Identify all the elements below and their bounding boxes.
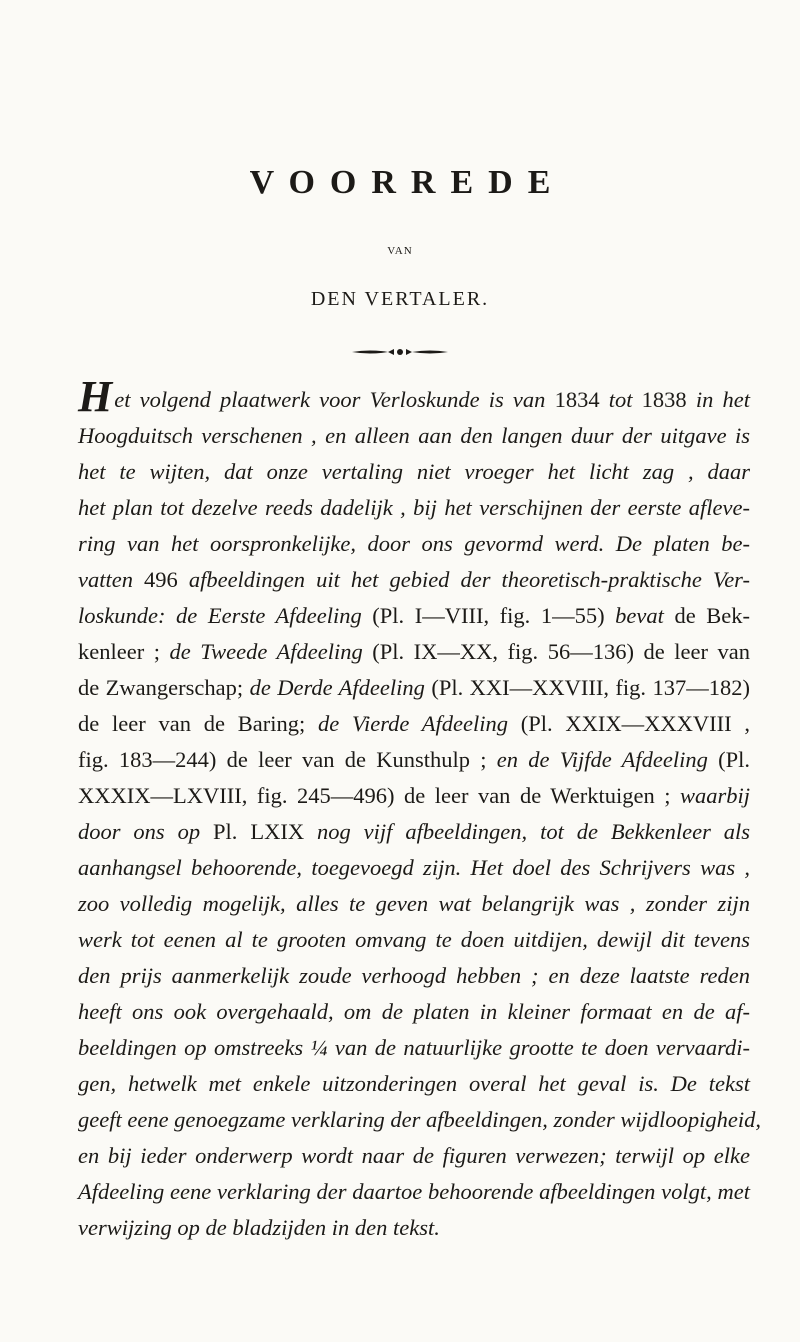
text-line xyxy=(78,778,750,814)
subtitle-vertaler: DEN VERTALER. xyxy=(310,288,490,310)
text-segment: XXXIX—LXVIII, fig. 245—496) de leer van de Werktuigen ; xyxy=(78,783,680,808)
text-line xyxy=(78,886,750,922)
text-segment: aanhangsel behoorende, toegevoegd zijn. Het doel des Schrijvers was , xyxy=(78,855,750,880)
text-line xyxy=(78,454,750,490)
text-segment: de Derde Afdeeling xyxy=(249,675,432,700)
text-line xyxy=(78,1030,750,1066)
text-line xyxy=(78,372,750,421)
text-segment: de Vierde Afdeeling xyxy=(317,711,521,736)
text-segment: door ons op xyxy=(78,819,214,844)
text-line xyxy=(78,814,750,850)
text-segment: tot xyxy=(599,387,642,412)
text-line xyxy=(78,670,750,706)
text-segment: 1834 xyxy=(554,387,600,412)
text-segment: de leer van de Baring; xyxy=(78,711,318,736)
text-line xyxy=(78,958,750,994)
text-segment: 496 xyxy=(144,567,178,592)
divider-ornament-icon xyxy=(350,346,450,358)
text-segment: 1838 xyxy=(641,387,687,412)
text-segment: zoo volledig mogelijk, alles te geven wat belangrijk was , zonder zijn xyxy=(78,891,750,916)
text-segment: verwijzing op de bladzijden in den tekst. xyxy=(78,1215,440,1240)
text-segment: ring van het oorspronkelijke, door ons gevormd werd. De platen be- xyxy=(78,531,750,556)
text-line xyxy=(78,1174,750,1210)
text-segment: de Tweede Afdeeling xyxy=(169,639,373,664)
text-segment: fig. 183—244) de leer van de Kunsthulp ; xyxy=(78,747,497,772)
text-segment: Hoogduitsch verschenen , en alleen aan den langen duur der uitgave is xyxy=(78,423,750,448)
text-segment: Afdeeling eene verklaring der daartoe behoorende afbeeldingen volgt, met xyxy=(78,1179,750,1204)
subtitle-van: VAN xyxy=(387,245,413,257)
text-segment: waarbij xyxy=(679,783,750,808)
text-line xyxy=(78,490,750,526)
drop-cap: H xyxy=(78,372,113,421)
text-segment: nog vijf afbeeldingen, tot de Bekkenleer als xyxy=(317,819,751,844)
text-segment: bevat xyxy=(615,603,675,628)
text-segment: in het xyxy=(686,387,750,412)
text-segment: et volgend plaatwerk voor Verloskunde is van xyxy=(114,387,555,412)
text-segment: afbeeldingen uit het gebied der theoretisch-praktische Ver- xyxy=(177,567,750,592)
text-line xyxy=(78,994,750,1030)
text-line xyxy=(78,922,750,958)
text-segment: (Pl. XXI—XXVIII, fig. 137—182) xyxy=(431,675,750,700)
text-segment: het plan tot dezelve reeds dadelijk , bij het verschijnen der eerste afleve- xyxy=(78,495,750,520)
text-segment: geeft eene genoegzame verklaring der afbeeldingen, zonder wijdloopigheid, xyxy=(78,1107,761,1132)
text-line xyxy=(78,850,750,886)
text-line xyxy=(78,598,750,634)
text-segment: kenleer ; xyxy=(78,639,170,664)
text-line xyxy=(78,634,750,670)
text-segment: beeldingen op omstreeks ¼ van de natuurlijke grootte te doen vervaardi- xyxy=(78,1035,750,1060)
text-segment: vatten xyxy=(78,567,145,592)
text-line xyxy=(78,1102,761,1138)
text-segment: (Pl. I—VIII, fig. 1—55) xyxy=(372,603,616,628)
text-segment: het te wijten, dat onze vertaling niet vroeger het licht zag , daar xyxy=(78,459,750,484)
text-line xyxy=(78,562,750,598)
text-segment: (Pl. XXIX—XXXVIII , xyxy=(520,711,750,736)
preface-paragraph xyxy=(78,372,761,1246)
text-line xyxy=(78,526,750,562)
text-segment: de Zwangerschap; xyxy=(78,675,250,700)
text-line xyxy=(78,742,750,778)
text-segment: den prijs aanmerkelijk zoude verhoogd hebben ; en deze laatste reden xyxy=(78,963,750,988)
text-segment: (Pl. IX—XX, fig. 56—136) de leer van xyxy=(372,639,750,664)
text-segment: werk tot eenen al te grooten omvang te doen uitdijen, dewijl dit tevens xyxy=(78,927,750,952)
text-line xyxy=(78,1210,750,1246)
page-title: VOORREDE xyxy=(249,164,566,201)
text-segment: en de Vijfde Afdeeling xyxy=(496,747,719,772)
text-line xyxy=(78,1066,750,1102)
text-line xyxy=(78,1138,750,1174)
text-segment: (Pl. xyxy=(718,747,750,772)
text-segment: Pl. LXIX xyxy=(213,819,317,844)
text-line xyxy=(78,706,750,742)
text-segment: loskunde: de Eerste Afdeeling xyxy=(78,603,373,628)
text-segment: en bij ieder onderwerp wordt naar de figuren verwezen; terwijl op elke xyxy=(78,1143,750,1168)
text-segment: heeft ons ook overgehaald, om de platen in kleiner formaat en de af- xyxy=(78,999,750,1024)
text-segment: gen, hetwelk met enkele uitzonderingen overal het geval is. De tekst xyxy=(78,1071,750,1096)
text-line xyxy=(78,418,750,454)
text-segment: de Bek- xyxy=(674,603,750,628)
